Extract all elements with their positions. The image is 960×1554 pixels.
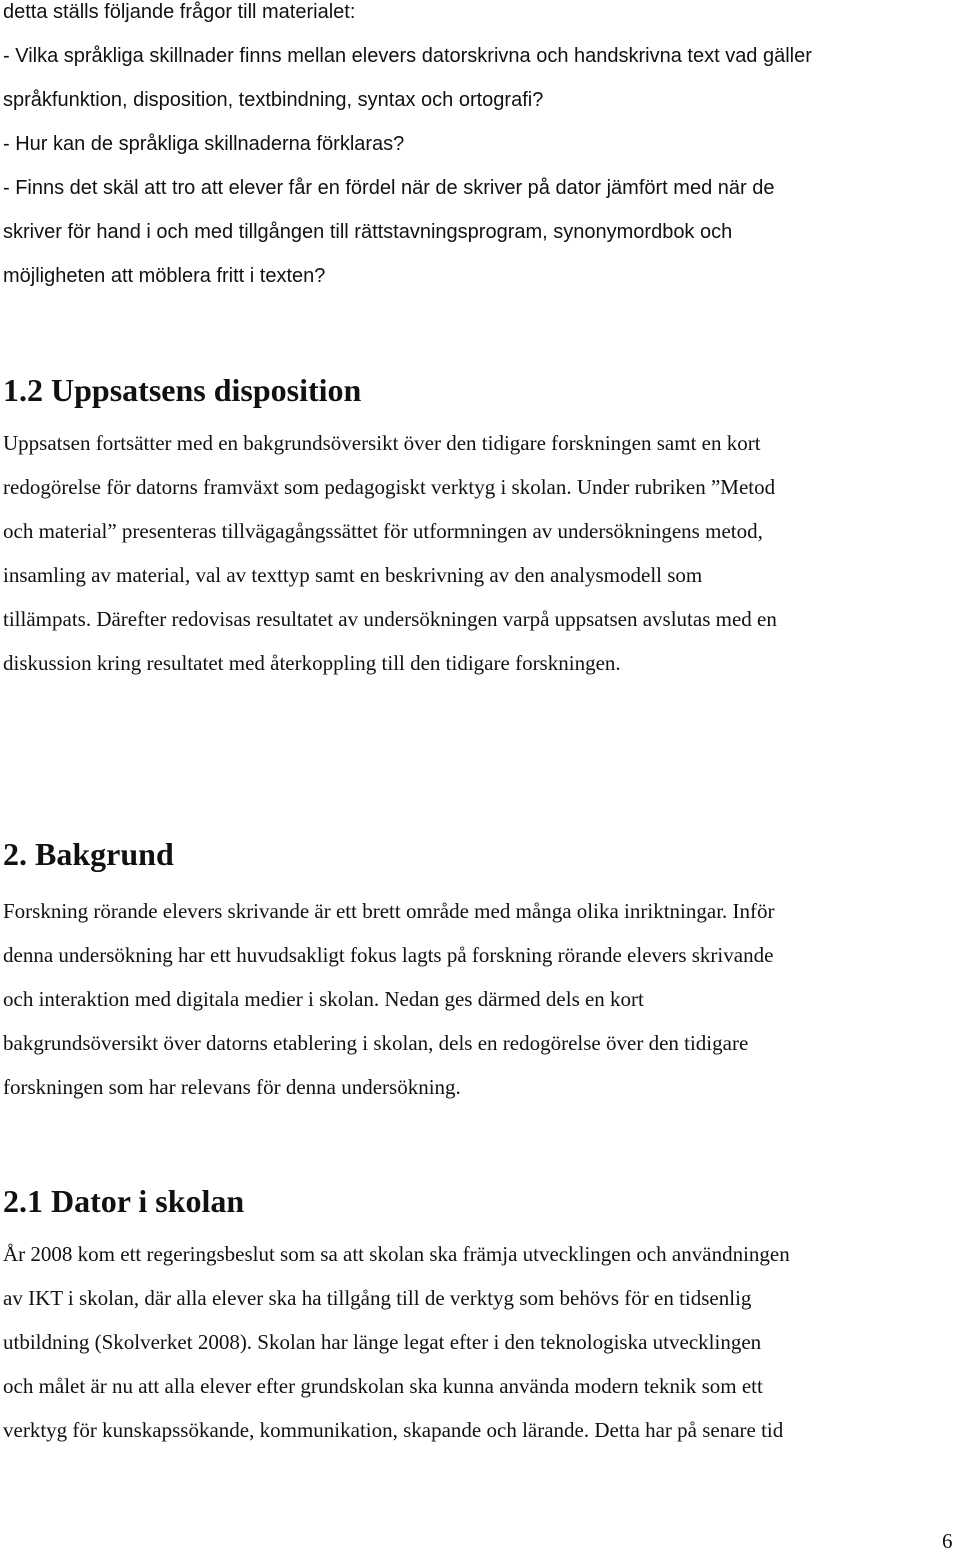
intro-line-1: detta ställs följande frågor till materialet: (3, 1, 356, 23)
intro-line-6: skriver för hand i och med tillgången till rättstavningsprogram, synonymordbok och (3, 221, 733, 243)
section-2-line-5: forskningen som har relevans för denna undersökning. (3, 1075, 461, 1099)
section-1-2-line-2: redogörelse för datorns framväxt som pedagogiskt verktyg i skolan. Under rubriken ”Metod (3, 475, 776, 499)
intro-line-2: - Vilka språkliga skillnader finns mellan elevers datorskrivna och handskrivna text vad gäller (3, 45, 812, 67)
section-2-1-line-1: År 2008 kom ett regeringsbeslut som sa att skolan ska främja utvecklingen och användningen (3, 1242, 790, 1266)
intro-line-4: - Hur kan de språkliga skillnaderna förklaras? (3, 133, 405, 155)
section-1-2-line-3: och material” presenteras tillvägagångssättet för utformningen av undersökningens metod, (3, 519, 763, 543)
section-1-2-line-1: Uppsatsen fortsätter med en bakgrundsöversikt över den tidigare forskningen samt en kort (3, 431, 761, 455)
section-2-line-1: Forskning rörande elevers skrivande är ett brett område med många olika inriktningar. Inför (3, 899, 775, 923)
section-2-line-3: och interaktion med digitala medier i skolan. Nedan ges därmed dels en kort (3, 987, 644, 1011)
intro-line-3: språkfunktion, disposition, textbindning, syntax och ortografi? (3, 89, 544, 111)
section-2-1-line-3: utbildning (Skolverket 2008). Skolan har länge legat efter i den teknologiska utvecklingen (3, 1330, 762, 1354)
section-2-line-4: bakgrundsöversikt över datorns etablering i skolan, dels en redogörelse över den tidigare (3, 1031, 749, 1055)
intro-line-5: - Finns det skäl att tro att elever får en fördel när de skriver på dator jämfört med när de (3, 177, 775, 199)
section-2-heading: 2. Bakgrund (3, 836, 174, 872)
section-2-1-heading: 2.1 Dator i skolan (3, 1183, 245, 1219)
section-1-2-line-4: insamling av material, val av texttyp samt en beskrivning av den analysmodell som (3, 563, 703, 587)
section-1-2-line-6: diskussion kring resultatet med återkoppling till den tidigare forskningen. (3, 651, 621, 675)
section-1-2-line-5: tillämpats. Därefter redovisas resultatet av undersökningen varpå uppsatsen avslutas med en (3, 607, 777, 631)
page-number: 6 (942, 1529, 953, 1553)
section-2-1-line-5: verktyg för kunskapssökande, kommunikation, skapande och lärande. Detta har på senare tid (3, 1418, 784, 1442)
section-2-1-line-2: av IKT i skolan, där alla elever ska ha tillgång till de verktyg som behövs för en tidsenlig (3, 1286, 752, 1310)
section-2-line-2: denna undersökning har ett huvudsakligt fokus lagts på forskning rörande elevers skrivande (3, 943, 774, 967)
section-1-2-heading: 1.2 Uppsatsens disposition (3, 372, 362, 408)
intro-line-7: möjligheten att möblera fritt i texten? (3, 265, 326, 287)
section-2-1-line-4: och målet är nu att alla elever efter grundskolan ska kunna använda modern teknik som ett (3, 1374, 763, 1398)
